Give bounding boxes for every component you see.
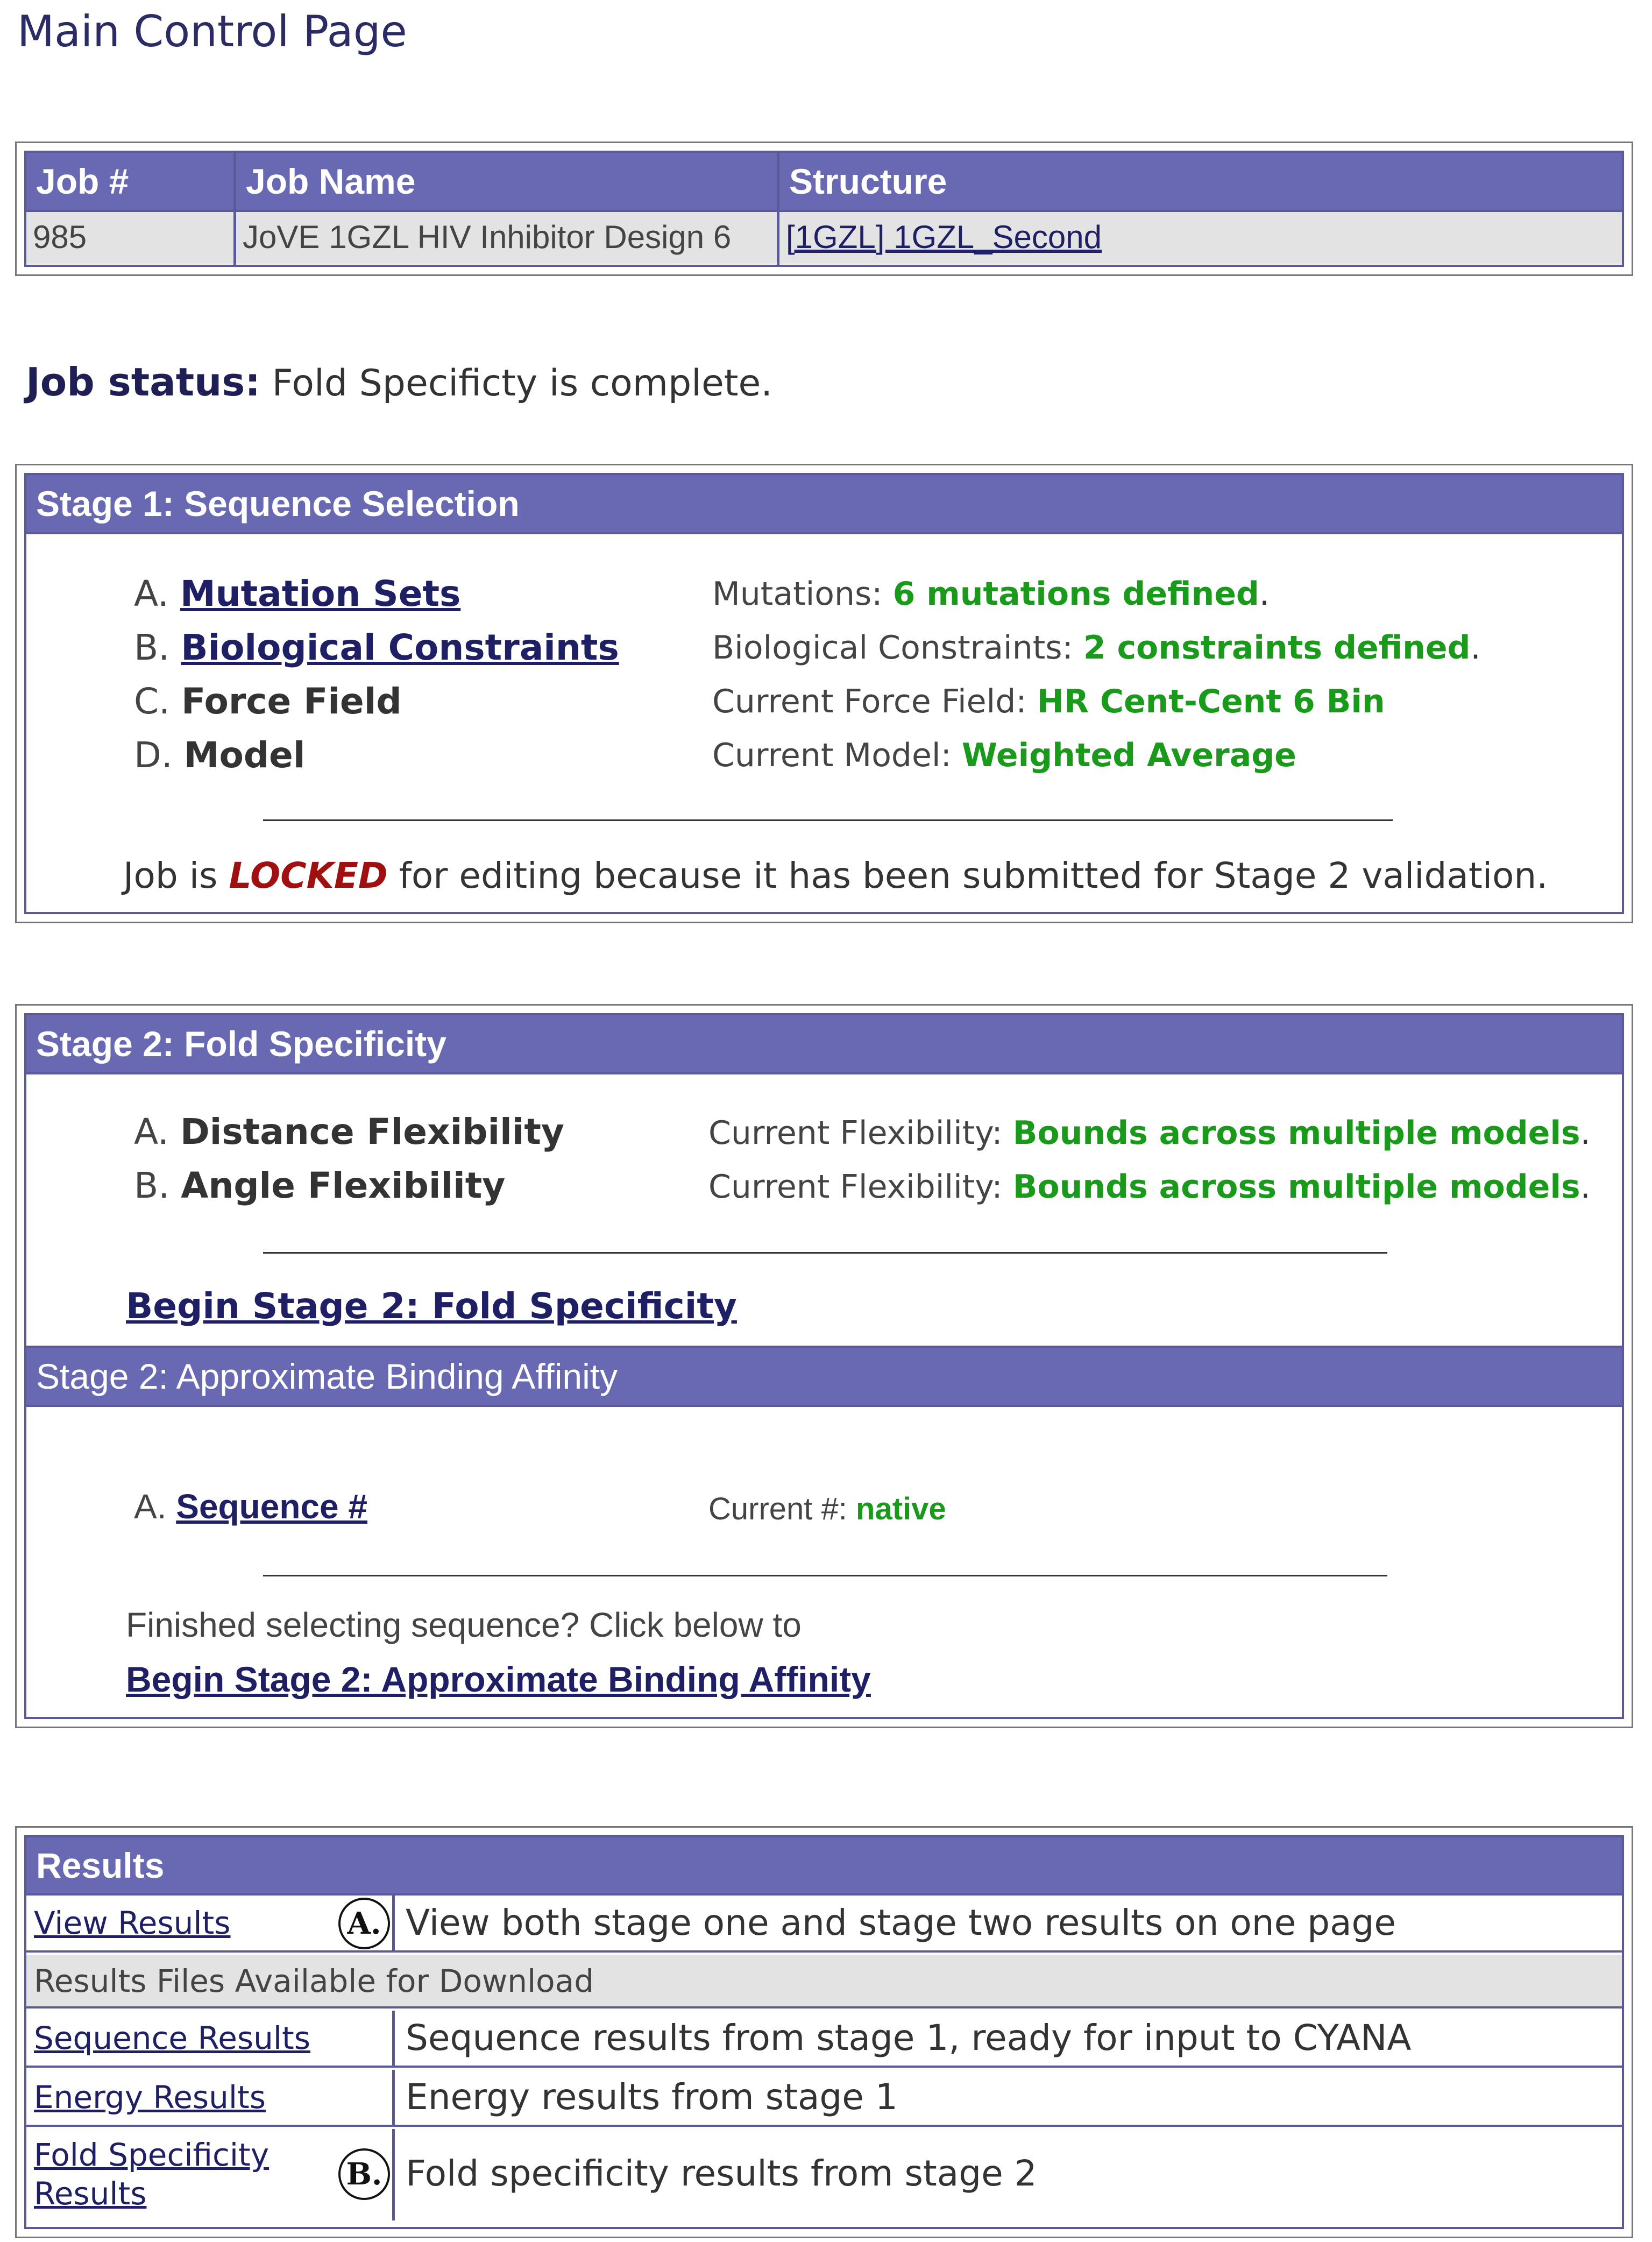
status-suffix: . <box>1259 575 1270 613</box>
status-label: Current Force Field: <box>712 683 1027 720</box>
finished-selecting-text: Finished selecting sequence? Click below to <box>126 1606 802 1644</box>
marker-a: A. <box>338 1898 390 1949</box>
begin-binding-affinity-link[interactable]: Begin Stage 2: Approximate Binding Affinity <box>126 1659 871 1699</box>
stage1-title: Stage 1: Sequence Selection <box>26 475 1622 534</box>
structure-cell <box>779 212 1622 264</box>
structure-link[interactable]: [1GZL] 1GZL_Second <box>786 219 1102 255</box>
status-label: Mutations: <box>712 575 883 613</box>
page-title: Main Control Page <box>17 6 407 56</box>
lock-notice <box>123 855 1548 896</box>
distance-flexibility-label: Distance Flexibility <box>180 1111 564 1152</box>
angle-flexibility-label: Angle Flexibility <box>181 1165 506 1206</box>
results-row-energy <box>26 2070 1622 2127</box>
item-letter: A. <box>134 1111 169 1152</box>
divider <box>263 1575 1387 1576</box>
results-panel <box>15 1826 1633 2238</box>
divider <box>263 1252 1387 1254</box>
fold-link-line2: Results <box>34 2175 147 2212</box>
status-suffix: . <box>1580 1114 1591 1152</box>
stage1-mutations-status <box>712 575 1270 613</box>
biological-constraints-link[interactable]: Biological Constraints <box>181 627 619 668</box>
status-label: Current #: <box>708 1491 847 1526</box>
results-title: Results <box>26 1837 1622 1896</box>
status-label: Current Model: <box>712 737 952 774</box>
status-value: Bounds across multiple models <box>1012 1114 1580 1152</box>
view-results-link[interactable]: View Results <box>34 1905 231 1941</box>
stage1-panel <box>15 464 1633 923</box>
energy-results-desc: Energy results from stage 1 <box>406 2076 898 2118</box>
fold-specificity-results-desc: Fold specificity results from stage 2 <box>406 2153 1037 2194</box>
stage2-item-sequence <box>134 1487 367 1526</box>
status-value: HR Cent-Cent 6 Bin <box>1037 683 1385 720</box>
status-value: Bounds across multiple models <box>1012 1168 1580 1206</box>
status-suffix: . <box>1580 1168 1591 1206</box>
job-status-label: Job status: <box>26 359 261 405</box>
stage2-fold-title: Stage 2: Fold Specificity <box>26 1015 1622 1074</box>
status-label: Current Flexibility: <box>708 1114 1003 1152</box>
divider <box>263 819 1393 821</box>
begin-fold-specificity-link[interactable]: Begin Stage 2: Fold Specificity <box>126 1285 737 1327</box>
item-letter: A. <box>134 573 169 614</box>
force-field-label: Force Field <box>181 681 402 722</box>
sequence-current-status <box>708 1491 946 1527</box>
results-row-view <box>26 1896 1622 1953</box>
locked-label: LOCKED <box>229 855 388 896</box>
results-row-fold <box>26 2129 1622 2220</box>
stage2-item-angle-flexibility <box>134 1165 505 1206</box>
mutation-sets-link[interactable]: Mutation Sets <box>180 573 461 614</box>
stage2-panel <box>15 1004 1633 1728</box>
view-results-desc: View both stage one and stage two results on one page <box>406 1902 1396 1943</box>
downloads-heading: Results Files Available for Download <box>26 1955 1622 2008</box>
job-number-cell: 985 <box>26 212 233 264</box>
status-value: Weighted Average <box>961 737 1296 774</box>
job-table <box>15 142 1633 276</box>
job-status <box>26 359 772 405</box>
stage1-item-model <box>134 734 305 776</box>
stage1-model-status <box>712 737 1296 774</box>
col-header-job-number: Job # <box>26 153 233 210</box>
distance-flexibility-status <box>708 1114 1591 1152</box>
energy-results-link[interactable]: Energy Results <box>34 2079 266 2116</box>
lock-suffix: for editing because it has been submitted for Stage 2 validation. <box>399 855 1548 896</box>
status-value: 6 mutations defined <box>892 575 1259 613</box>
sequence-number-link[interactable]: Sequence # <box>176 1487 367 1526</box>
fold-specificity-results-link[interactable] <box>34 2137 269 2212</box>
results-row-sequence <box>26 2011 1622 2068</box>
status-suffix: . <box>1470 629 1481 667</box>
angle-flexibility-status <box>708 1168 1591 1206</box>
item-letter: B. <box>134 1165 170 1206</box>
stage1-constraints-status <box>712 629 1481 667</box>
model-label: Model <box>183 734 306 776</box>
status-value: 2 constraints defined <box>1083 629 1471 667</box>
sequence-results-link[interactable]: Sequence Results <box>34 2020 310 2056</box>
job-name-cell: JoVE 1GZL HIV Inhibitor Design 6 <box>236 212 777 264</box>
job-status-text: Fold Specificty is complete. <box>272 362 772 405</box>
item-letter: D. <box>134 734 173 776</box>
fold-link-line1: Fold Specificity <box>34 2137 270 2173</box>
item-letter: A. <box>134 1487 167 1526</box>
sequence-results-desc: Sequence results from stage 1, ready for input to CYANA <box>406 2017 1412 2059</box>
item-letter: C. <box>134 681 171 722</box>
lock-prefix: Job is <box>123 855 218 896</box>
col-header-structure: Structure <box>779 153 1622 210</box>
stage1-item-biological-constraints <box>134 627 619 668</box>
stage2-item-distance-flexibility <box>134 1111 564 1152</box>
status-value: native <box>856 1491 946 1526</box>
status-label: Current Flexibility: <box>708 1168 1003 1206</box>
stage1-force-field-status <box>712 683 1385 720</box>
stage1-item-mutation-sets <box>134 573 460 614</box>
stage2-binding-title: Stage 2: Approximate Binding Affinity <box>26 1346 1622 1407</box>
stage1-item-force-field <box>134 681 402 722</box>
status-label: Biological Constraints: <box>712 629 1073 667</box>
col-header-job-name: Job Name <box>236 153 777 210</box>
marker-b: B. <box>338 2148 390 2200</box>
item-letter: B. <box>134 627 170 668</box>
